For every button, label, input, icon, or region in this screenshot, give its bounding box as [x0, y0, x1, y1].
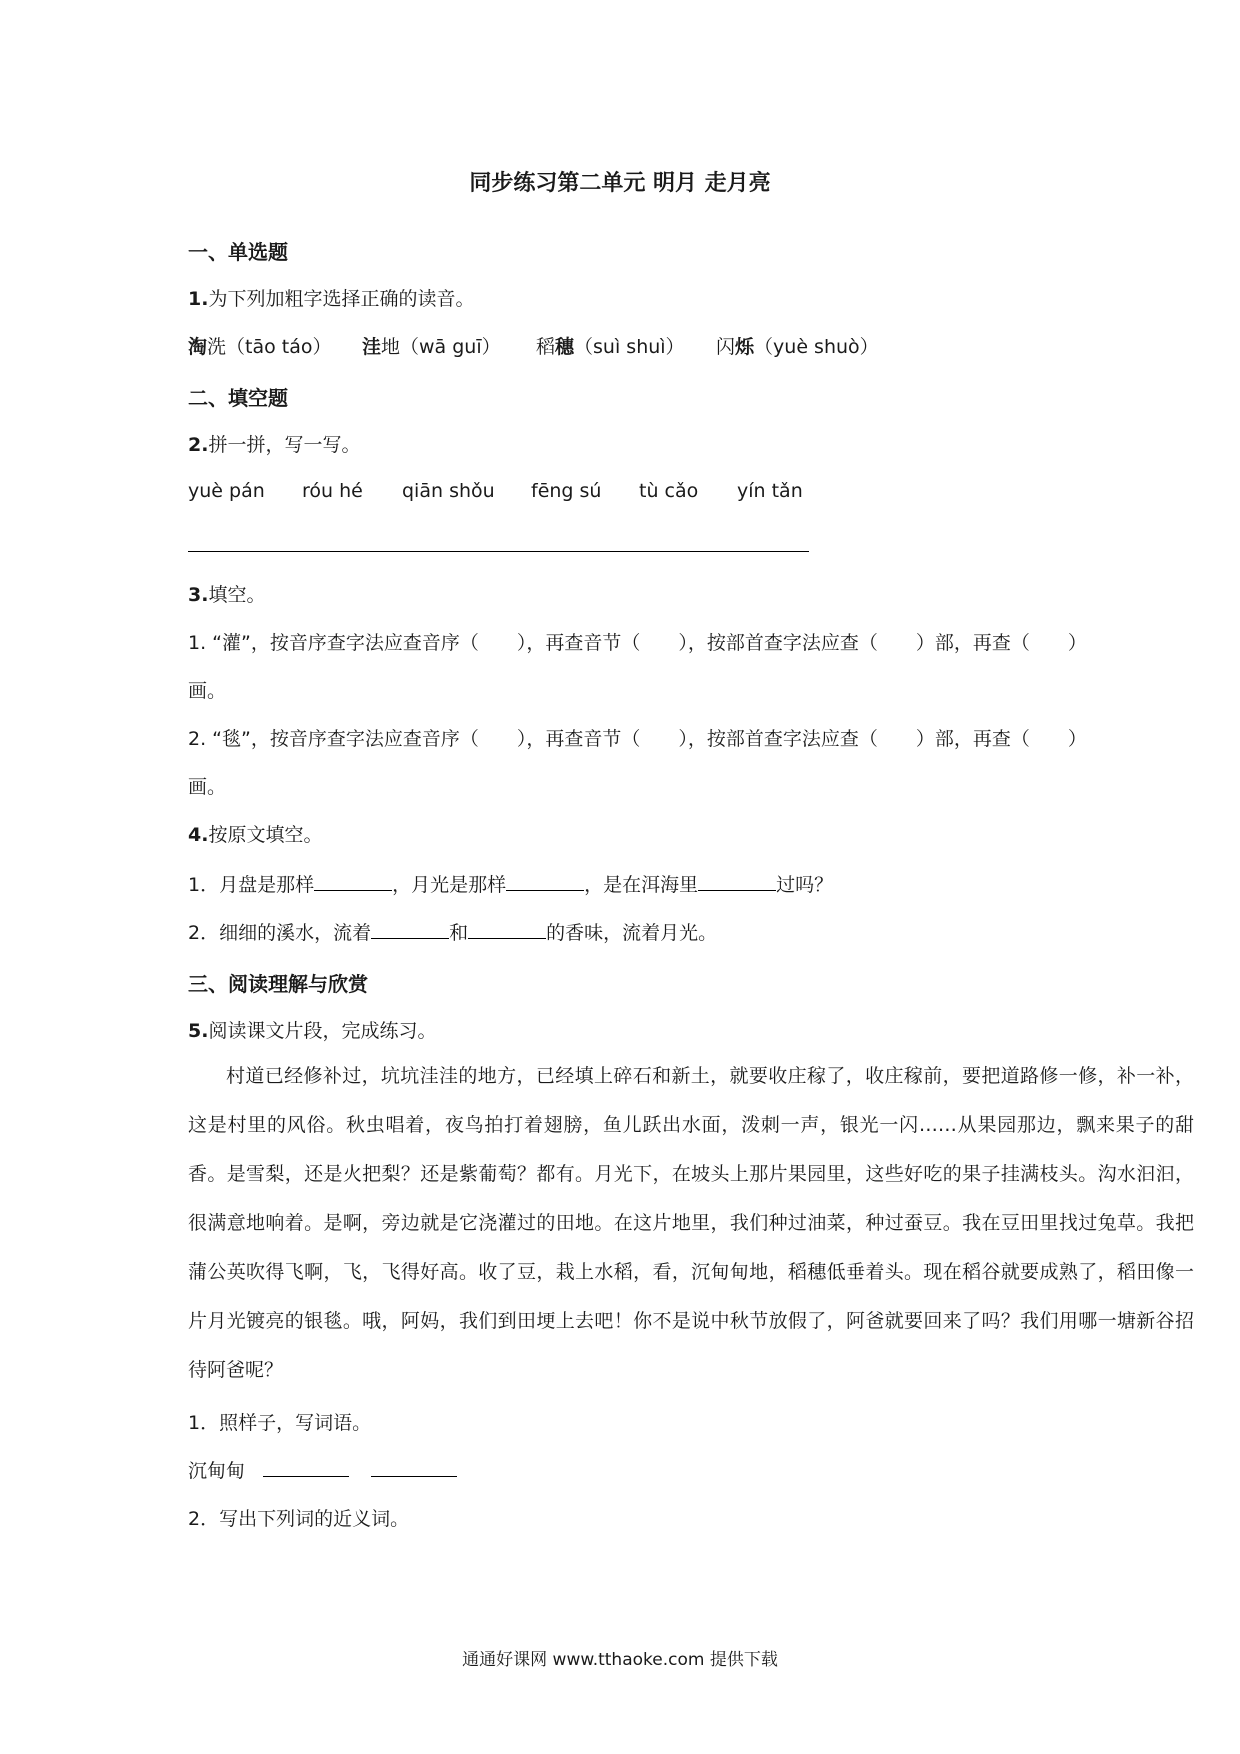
question-number: 5. [188, 1020, 209, 1042]
question-text: 按原文填空。 [208, 824, 323, 846]
pinyin-word: yuè pán [188, 480, 265, 502]
question-text: 填空。 [208, 584, 266, 606]
question-5 [188, 1016, 436, 1043]
section-heading-fill-blank: 二、填空题 [188, 386, 288, 410]
sub-question-2: 2．写出下列词的近义词。 [188, 1508, 410, 1530]
pronunciation-item [362, 332, 501, 359]
item-text: （suì shuì） [574, 336, 685, 358]
line-text: 和 [449, 922, 469, 944]
line-text: 1．月盘是那样 [188, 874, 315, 896]
question-number: 1. [188, 288, 209, 310]
line-text: ，是在洱海里 [584, 874, 699, 896]
pinyin-word: róu hé [302, 480, 363, 502]
pronunciation-item [716, 332, 879, 359]
item-text: 闪 [716, 336, 736, 358]
question-text: 拼一拼，写一写。 [208, 434, 361, 456]
line-text: ，月光是那样 [392, 874, 507, 896]
question-text: 阅读课文片段，完成练习。 [208, 1020, 437, 1042]
fill-line-1 [188, 870, 833, 897]
blank[interactable] [371, 1458, 457, 1477]
bold-character: 穗 [555, 336, 575, 358]
pinyin-word: tù cǎo [639, 480, 699, 502]
line-text: 过吗？ [776, 874, 834, 896]
blank[interactable] [371, 920, 449, 939]
question-3 [188, 580, 265, 607]
bold-character: 烁 [735, 336, 755, 358]
section-heading-reading: 三、阅读理解与欣赏 [188, 972, 368, 996]
question-text: 为下列加粗字选择正确的读音。 [208, 288, 475, 310]
dictionary-question-line: 1. “灌”，按音序查字法应查音序（ ），再查音节（ ），按部首查字法应查（ ）部，再查（ ） [188, 632, 1087, 654]
bold-character: 淘 [188, 336, 208, 358]
sub-question-1: 1．照样子，写词语。 [188, 1412, 372, 1434]
section-heading-single-choice: 一、单选题 [188, 240, 288, 264]
question-2 [188, 430, 360, 457]
dictionary-question-line: 画。 [188, 776, 227, 798]
blank[interactable] [468, 920, 546, 939]
question-number: 4. [188, 824, 209, 846]
page-footer: 通通好课网 www.tthaoke.com 提供下载 [462, 1650, 778, 1670]
question-number: 2. [188, 434, 209, 456]
pinyin-word: qiān shǒu [402, 480, 495, 502]
pronunciation-item [188, 332, 332, 359]
blank[interactable] [698, 872, 776, 891]
line-text: 2．细细的溪水，流着 [188, 922, 372, 944]
page-title: 同步练习第二单元 明月 走月亮 [469, 171, 771, 196]
blank[interactable] [263, 1458, 349, 1477]
fill-line-2 [188, 918, 717, 945]
bold-character: 洼 [362, 336, 382, 358]
pinyin-word: yín tǎn [737, 480, 803, 502]
pronunciation-item [536, 332, 685, 359]
word-example-line [188, 1456, 457, 1483]
question-number: 3. [188, 584, 209, 606]
item-text: 洗（tāo táo） [207, 336, 332, 358]
item-text: 地（wā guī） [381, 336, 501, 358]
blank[interactable] [314, 872, 392, 891]
line-text: 的香味，流着月光。 [546, 922, 718, 944]
question-1 [188, 284, 474, 311]
question-4 [188, 820, 322, 847]
item-text: 稻 [536, 336, 556, 358]
reading-passage: 村道已经修补过，坑坑洼洼的地方，已经填上碎石和新土，就要收庄稼了，收庄稼前，要把道路修一修，补一补，这是村里的风俗。秋虫唱着，夜鸟拍打着翅膀，鱼儿跃出水面，泼刺一声，银光一闪……从果园那边，飘来果子的甜香。是雪梨，还是火把梨？还是紫葡萄？都有。月光下，在坡头上那片果园里，这些好吃的果子挂满枝头。沟水汩汩，很满意地响着。是啊，旁边就是它浇灌过的田地。在这片地里，我们种过油菜，种过蚕豆。我在豆田里找过兔草。我把蒲公英吹得飞啊，飞，飞得好高。收了豆，栽上水稻，看，沉甸甸地，稻穗低垂着头。现在稻谷就要成熟了，稻田像一片月光镀亮的银毯。哦，阿妈，我们到田埂上去吧！你不是说中秋节放假了，阿爸就要回来了吗？我们用哪一塘新谷招待阿爸呢？ [188, 1065, 1194, 1381]
example-word: 沉甸甸 [188, 1460, 246, 1482]
dictionary-question-line: 2. “毯”，按音序查字法应查音序（ ），再查音节（ ），按部首查字法应查（ ）部，再查（ ） [188, 728, 1087, 750]
blank[interactable] [506, 872, 584, 891]
pinyin-word: fēng sú [531, 480, 602, 502]
answer-line[interactable] [188, 551, 809, 552]
dictionary-question-line: 画。 [188, 680, 227, 702]
item-text: （yuè shuò） [754, 336, 879, 358]
